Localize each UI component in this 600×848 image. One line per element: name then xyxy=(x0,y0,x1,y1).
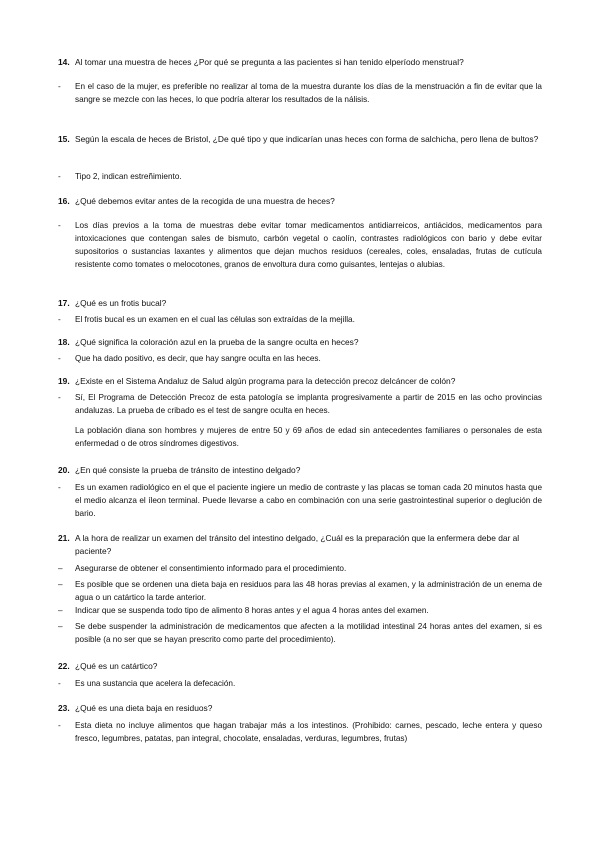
bullet-dash: - xyxy=(58,679,61,688)
bullet-dash: - xyxy=(58,82,61,91)
answer-item xyxy=(58,562,542,575)
question-text: ¿Qué es un frotis bucal? xyxy=(75,298,167,308)
bullet-dash: - xyxy=(58,483,61,492)
answer-text: El frotis bucal es un examen en el cual las células son extraídas de la mejilla. xyxy=(75,315,355,324)
question-number: 21. xyxy=(58,533,70,543)
question-23 xyxy=(58,702,550,715)
question-text: ¿Qué es una dieta baja en residuos? xyxy=(75,703,213,713)
question-number: 16. xyxy=(58,196,70,206)
question-22 xyxy=(58,660,550,673)
answer-text: Los días previos a la toma de muestras debe evitar tomar medicamentos antidiarreicos, antiácidos, medicamentos para intoxicaciones que contengan sales de bismuto, carbón vegetal o caolín, contrastes radiológicos con bario y debe evitar supositorios o sustancias laxantes y alimentos que dejan muchos residuos (cereales, coles, ensaladas, frutas de cutícula resistente como tomates o melocotones, granos de envoltura dura como guisantes, lentejas o alubias. xyxy=(75,221,542,269)
question-number: 23. xyxy=(58,703,70,713)
bullet-dash: - xyxy=(58,221,61,230)
answer-text: Es una sustancia que acelera la defecación. xyxy=(75,679,236,688)
answer-item xyxy=(58,620,542,646)
answer-text: Sí, El Programa de Detección Precoz de esta patología se implanta progresivamente a partir de 2015 en las ocho provincias andaluzas. La prueba de cribado es el test de sangre oculta en heces. xyxy=(75,393,542,415)
bullet-dash: – xyxy=(58,564,63,573)
bullet-dash: - xyxy=(58,721,61,730)
bullet-dash: - xyxy=(58,315,61,324)
question-number: 14. xyxy=(58,57,70,67)
question-number: 15. xyxy=(58,134,70,144)
answer-item xyxy=(58,219,542,271)
question-text: Al tomar una muestra de heces ¿Por qué se pregunta a las pacientes si han tenido elperíodo menstrual? xyxy=(75,57,464,67)
question-text: ¿En qué consiste la prueba de tránsito de intestino delgado? xyxy=(75,465,301,475)
question-text: ¿Existe en el Sistema Andaluz de Salud algún programa para la detección precoz delcáncer de colón? xyxy=(75,376,456,386)
answer-item xyxy=(58,391,542,417)
answer-item xyxy=(58,578,542,604)
question-21 xyxy=(58,532,550,558)
answer-item xyxy=(58,604,542,617)
question-number: 18. xyxy=(58,337,70,347)
bullet-dash: – xyxy=(58,580,63,589)
answer-text: Tipo 2, indican estreñimiento. xyxy=(75,172,182,181)
bullet-dash: - xyxy=(58,393,61,402)
answer-text: Asegurarse de obtener el consentimiento informado para el procedimiento. xyxy=(75,564,347,573)
question-number: 20. xyxy=(58,465,70,475)
question-number: 17. xyxy=(58,298,70,308)
question-19 xyxy=(58,375,550,388)
question-text: ¿Qué significa la coloración azul en la prueba de la sangre oculta en heces? xyxy=(75,337,359,347)
answer-item xyxy=(58,719,542,745)
bullet-dash: – xyxy=(58,622,63,631)
bullet-dash: – xyxy=(58,606,63,615)
answer-item xyxy=(58,313,542,326)
question-16 xyxy=(58,195,550,208)
question-15 xyxy=(58,133,550,146)
answer-item xyxy=(58,481,542,520)
question-14 xyxy=(58,56,550,69)
question-number: 22. xyxy=(58,661,70,671)
answer-text: Esta dieta no incluye alimentos que hagan trabajar más a los intestinos. (Prohibido: carnes, pescado, leche entera y queso fresco, legumbres, patatas, pan integral, chocolate, ensaladas, verduras, legumbres, frutas) xyxy=(75,721,542,743)
question-17 xyxy=(58,297,550,310)
answer-text: En el caso de la mujer, es preferible no realizar al toma de la muestra durante los días de la menstruación a fin de evitar que la sangre se mezcle con las heces, lo que podría alterar los resultados de la nálisis. xyxy=(75,82,542,104)
answer-item xyxy=(58,352,542,365)
question-20 xyxy=(58,464,550,477)
answer-text: Que ha dado positivo, es decir, que hay sangre oculta en las heces. xyxy=(75,354,321,363)
question-text: Según la escala de heces de Bristol, ¿De qué tipo y que indicarían unas heces con forma de salchicha, pero llena de bultos? xyxy=(75,134,539,144)
answer-item xyxy=(58,677,542,690)
question-text: ¿Qué debemos evitar antes de la recogida de una muestra de heces? xyxy=(75,196,335,206)
question-18 xyxy=(58,336,550,349)
question-text: ¿Qué es un catártico? xyxy=(75,661,158,671)
bullet-dash: - xyxy=(58,172,61,181)
bullet-dash: - xyxy=(58,354,61,363)
question-number: 19. xyxy=(58,376,70,386)
answer-paragraph: La población diana son hombres y mujeres de entre 50 y 69 años de edad sin antecedentes familiares o personales de esta enfermedad o de otros síndromes digestivos. xyxy=(75,426,542,448)
answer-text: Es un examen radiológico en el que el paciente ingiere un medio de contraste y las placas se toman cada 20 minutos hasta que el medio alcanza el íleon terminal. Puede llevarse a cabo en combinación con una serie gastrointestinal superior o deglución de bario. xyxy=(75,483,542,518)
answer-item xyxy=(58,170,542,183)
question-text: A la hora de realizar un examen del tránsito del intestino delgado, ¿Cuál es la preparación que la enfermera debe dar al paciente? xyxy=(75,533,520,556)
answer-text: Es posible que se ordenen una dieta baja en residuos para las 48 horas previas al examen, y la administración de un enema de agua o un catártico la tarde anterior. xyxy=(75,580,542,602)
answer-text: Indicar que se suspenda todo tipo de alimento 8 horas antes y el agua 4 horas antes del examen. xyxy=(75,606,429,615)
answer-item xyxy=(58,80,542,106)
answer-text: Se debe suspender la administración de medicamentos que afecten a la motilidad intestinal 24 horas antes del examen, si es posible (a no ser que se hayan prescrito como parte del procedimiento). xyxy=(75,622,542,644)
